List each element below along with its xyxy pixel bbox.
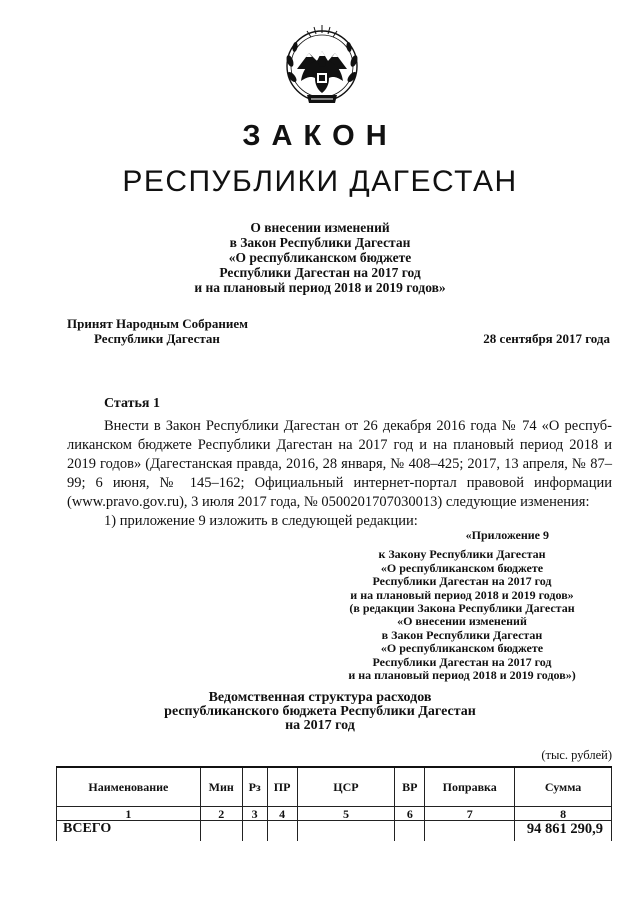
column-number-row (57, 807, 612, 821)
table-cell (242, 821, 267, 842)
appendix-line: и на плановый период 2018 и 2019 годов» (350, 587, 574, 602)
column-number: 8 (515, 807, 612, 821)
structure-title-line: Ведомственная структура расходов (208, 690, 432, 705)
appendix-line: «О внесении изменений (397, 614, 527, 629)
article-body (67, 417, 612, 531)
adopted-line-1: Принят Народным Собранием (67, 316, 249, 331)
column-number: 6 (395, 807, 425, 821)
budget-table (56, 766, 612, 841)
coat-of-arms-emblem (281, 21, 363, 111)
table-cell (267, 821, 297, 842)
appendix-line: «О республиканском бюджете (380, 641, 544, 656)
column-number: 7 (425, 807, 515, 821)
table-cell (200, 821, 242, 842)
units-label: (тыс. рублей) (541, 748, 612, 762)
caption-line: и на плановый период 2018 и 2019 годов» (194, 280, 446, 295)
table-row-total (57, 821, 612, 842)
appendix-line: Республики Дагестан на 2017 год (372, 574, 552, 589)
column-header-name: Наименование (57, 767, 201, 807)
column-number: 2 (200, 807, 242, 821)
column-number: 4 (267, 807, 297, 821)
caption-line: «О республиканском бюджете (228, 250, 412, 265)
appendix-line: в Закон Республики Дагестан (381, 627, 543, 642)
total-value: 94 861 290,9 (515, 821, 612, 842)
column-header-csr: ЦСР (297, 767, 395, 807)
table-cell (425, 821, 515, 842)
law-subtitle: РЕСПУБЛИКИ ДАГЕСТАН (122, 165, 518, 198)
appendix-line: (в редакции Закона Республики Дагестан (349, 601, 575, 616)
appendix-header (312, 529, 612, 682)
adoption-date: 28 сентября 2017 года (483, 331, 610, 346)
caption-line: в Закон Республики Дагестан (229, 235, 411, 250)
column-number: 3 (242, 807, 267, 821)
column-number: 1 (57, 807, 201, 821)
appendix-line: Республики Дагестан на 2017 год (372, 654, 552, 669)
appendix-line: и на плановый период 2018 и 2019 годов») (348, 668, 576, 683)
table-cell (395, 821, 425, 842)
structure-title (0, 691, 640, 733)
article-paragraph-2: 1) приложение 9 изложить в следующей редакции: (104, 513, 418, 529)
column-header-sum: Сумма (515, 767, 612, 807)
table-cell (297, 821, 395, 842)
appendix-title: «Приложение 9 (465, 528, 549, 542)
total-label: ВСЕГО (57, 821, 201, 842)
column-number: 5 (297, 807, 395, 821)
structure-title-line: республиканского бюджета Республики Дагестан (164, 704, 476, 719)
article-heading: Статья 1 (104, 396, 160, 411)
law-caption (0, 220, 640, 295)
caption-line: О внесении изменений (250, 220, 390, 235)
column-header-min: Мин (200, 767, 242, 807)
adopted-by (67, 316, 248, 346)
appendix-line: к Закону Республики Дагестан (378, 547, 546, 562)
column-header-pr: ПР (267, 767, 297, 807)
caption-line: Республики Дагестан на 2017 год (219, 265, 421, 280)
article-paragraph-1: Внести в Закон Республики Дагестан от 26 декабря 2016 года № 74 «О респуб-ликанском бюджете Республики Дагестан на 2017 год и на плановый период 2018 и 2019 годов» (Дагестанская правда, 2016, 28 января, № 408–425; 2017, 13 апреля, № 87–99; 6 июня, № 145–162; Официальный интернет-портал правовой информации (www.pravo.gov.ru), 3 июля 2017 года, № 0500201707030013) следующие изменения: (67, 418, 612, 510)
structure-title-line: на 2017 год (285, 718, 355, 733)
law-title: ЗАКОН (242, 120, 398, 152)
adopted-line-2: Республики Дагестан (94, 331, 220, 346)
column-header-amendment: Поправка (425, 767, 515, 807)
column-header-vr: ВР (395, 767, 425, 807)
appendix-line: «О республиканском бюджете (380, 560, 544, 575)
column-header-rz: Рз (242, 767, 267, 807)
